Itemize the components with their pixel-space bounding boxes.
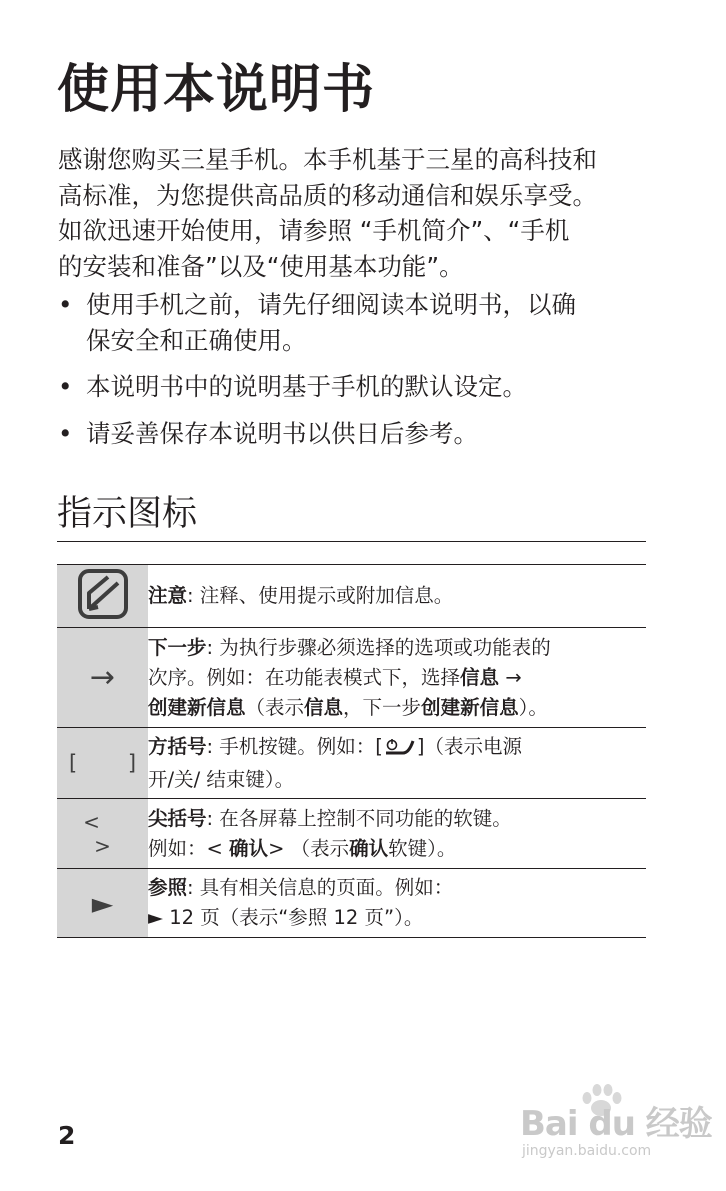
table-row (57, 565, 646, 628)
icon-description: 下一步: 为执行步骤必须选择的选项或功能表的 次序。例如：在功能表模式下，选择信息 → 创建新信息（表示信息，下一步创建新信息）。 (148, 628, 646, 728)
table-row (57, 628, 646, 728)
intro-line: 如欲迅速开始使用，请参照 “手机简介”、“手机 (58, 216, 570, 245)
play-triangle-icon: ► (91, 886, 114, 920)
baidu-watermark (516, 1080, 712, 1170)
page-title: 使用本说明书 (57, 60, 376, 120)
icon-cell (57, 628, 148, 728)
term-label: 尖括号 (148, 806, 207, 830)
icon-description: 方括号: 手机按键。例如：[ ]（表示电源 开/关/ 结束键）。 (148, 728, 646, 799)
intro-line: 高标准，为您提供高品质的移动通信和娱乐享受。 (58, 180, 597, 210)
term-label: 注意 (148, 584, 188, 607)
icon-description: 注意: 注释、使用提示或附加信息。 (148, 565, 646, 628)
table-row (57, 728, 646, 799)
bullet-line: 本说明书中的说明基于手机的默认设定。 (86, 372, 527, 401)
page-number: 2 (58, 1121, 76, 1150)
table-row (57, 869, 646, 938)
intro-line: 感谢您购买三星手机。本手机基于三星的高科技和 (58, 145, 597, 174)
icon-cell (57, 728, 159, 799)
note-pencil-icon (78, 604, 128, 623)
section-divider (57, 541, 646, 542)
bullet-list (58, 287, 658, 462)
bullet-item (58, 369, 658, 405)
term-label: 方括号 (148, 734, 207, 758)
watermark-url: jingyan.baidu.com (522, 1143, 652, 1159)
bullet-line: 使用手机之前，请先仔细阅读本说明书，以确 (86, 290, 576, 319)
icon-cell (57, 799, 148, 869)
square-brackets-icon: [ ] (68, 751, 159, 775)
icon-description: 参照: 具有相关信息的页面。例如： ► 12 页（表示“参照 12 页”）。 (148, 869, 646, 938)
bullet-dot: • (58, 418, 73, 448)
section-title: 指示图标 (57, 494, 198, 534)
indicator-icon-table (57, 564, 646, 938)
intro-paragraph (58, 142, 658, 284)
icon-description: 尖括号: 在各屏幕上控制不同功能的软键。 例如：< 确认> （表示确认软键）。 (148, 799, 646, 869)
icon-cell (57, 565, 148, 628)
term-label: 参照 (148, 876, 188, 899)
bullet-item (58, 287, 658, 358)
bullet-dot: • (58, 372, 73, 401)
bullet-item (58, 416, 658, 452)
bullet-line: 请妥善保存本说明书以供日后参考。 (86, 418, 478, 448)
bullet-dot: • (58, 290, 73, 319)
intro-line: 的安装和准备”以及“使用基本功能”。 (58, 251, 464, 281)
table-row (57, 799, 646, 869)
angle-brackets-icon: < > (83, 809, 133, 858)
bullet-line: 保安全和正确使用。 (86, 325, 307, 355)
power-end-key-icon (383, 735, 417, 765)
term-label: 下一步 (148, 635, 207, 659)
icon-cell (57, 869, 148, 938)
arrow-right-icon: → (89, 660, 116, 695)
watermark-logo-text: Bai du 经验 (520, 1104, 712, 1144)
